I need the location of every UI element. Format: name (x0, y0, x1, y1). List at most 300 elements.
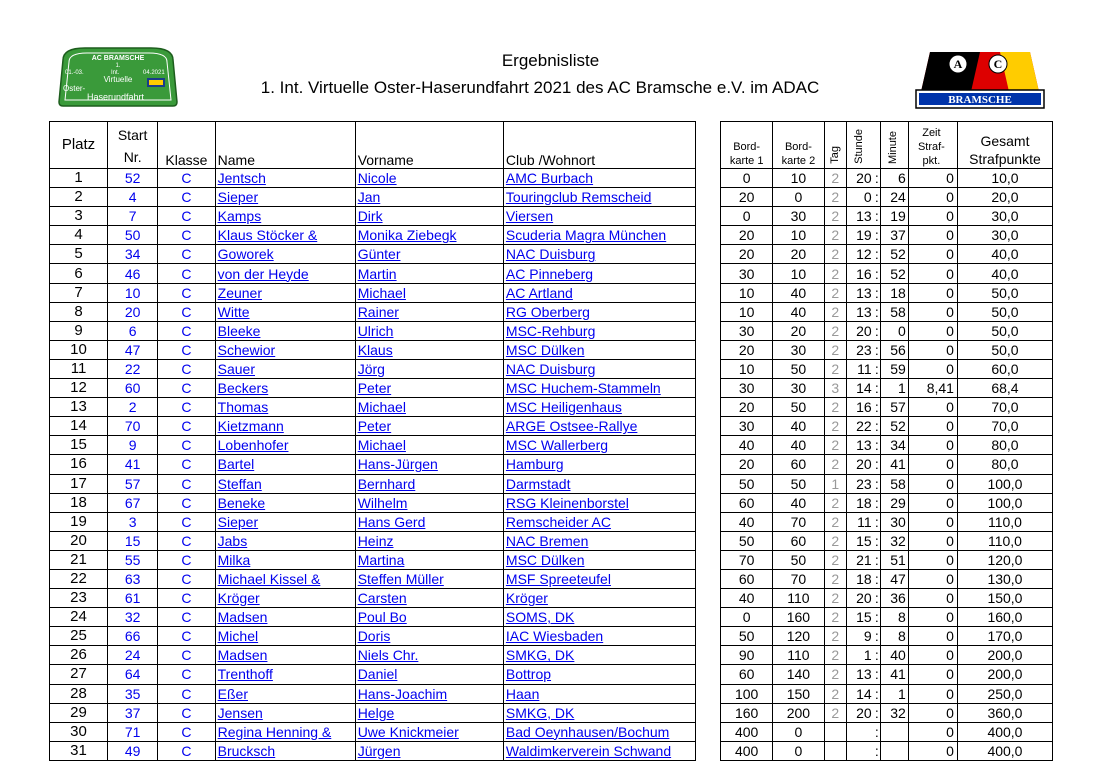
result-row (50, 302, 696, 321)
zeit-strafpkt-cell: 0 (908, 436, 957, 455)
minute-cell: 36 (881, 589, 909, 608)
stunde-cell: 12 (846, 245, 873, 264)
start-nr-cell: 20 (108, 302, 158, 321)
vorname-cell: Bernhard (355, 474, 503, 493)
platz-cell: 24 (50, 608, 108, 627)
start-nr-cell: 66 (108, 627, 158, 646)
klasse-cell: C (158, 569, 215, 588)
bordkarte-1-cell: 40 (721, 436, 773, 455)
bordkarte-2-cell: 160 (773, 608, 824, 627)
time-separator: : (874, 494, 879, 511)
minute-cell: 18 (881, 283, 909, 302)
bordkarte-1-cell: 400 (721, 741, 773, 760)
page-subtitle: 1. Int. Virtuelle Oster-Haserundfahrt 2021 des AC Bramsche e.V. im ADAC (260, 78, 820, 97)
zeit-strafpkt-cell: 0 (908, 302, 957, 321)
bordkarte-1-cell: 30 (721, 379, 773, 398)
start-nr-cell: 57 (108, 474, 158, 493)
zeit-strafpkt-cell: 0 (908, 169, 957, 188)
vorname-cell: Dirk (355, 207, 503, 226)
penalty-row (721, 188, 1053, 207)
ac-bramsche-club-logo (910, 46, 1050, 112)
penalty-row (721, 226, 1053, 245)
tag-cell: 2 (824, 608, 846, 627)
bordkarte-2-cell: 0 (773, 188, 824, 207)
platz-cell: 23 (50, 589, 108, 608)
bordkarte-2-cell: 20 (773, 245, 824, 264)
klasse-cell: C (158, 359, 215, 378)
result-row (50, 436, 696, 455)
bordkarte-2-cell: 20 (773, 321, 824, 340)
time-separator: : (874, 208, 879, 225)
result-row (50, 455, 696, 474)
stunde-cell: 1 (846, 646, 873, 665)
tag-cell: 1 (824, 474, 846, 493)
gesamt-strafpunkte-cell: 70,0 (957, 417, 1052, 436)
minute-cell: 41 (881, 665, 909, 684)
minute-cell: 51 (881, 550, 909, 569)
penalty-row (721, 245, 1053, 264)
bordkarte-2-cell: 30 (773, 340, 824, 359)
penalty-row (721, 703, 1053, 722)
header-tag: Tag (824, 122, 846, 169)
start-nr-cell: 46 (108, 264, 158, 283)
bordkarte-2-cell: 50 (773, 550, 824, 569)
club-cell: Bad Oeynhausen/Bochum (503, 722, 695, 741)
club-cell: NAC Duisburg (503, 245, 695, 264)
penalty-row (721, 665, 1053, 684)
results-header-row (50, 122, 696, 169)
name-cell: Beckers (215, 379, 355, 398)
header-name: Name (215, 122, 355, 169)
result-row (50, 512, 696, 531)
vorname-cell: Jürgen (355, 741, 503, 760)
gesamt-strafpunkte-cell: 120,0 (957, 550, 1052, 569)
bordkarte-2-cell: 0 (773, 741, 824, 760)
zeit-strafpkt-cell: 0 (908, 512, 957, 531)
zeit-strafpkt-cell: 0 (908, 550, 957, 569)
bordkarte-2-cell: 60 (773, 455, 824, 474)
time-separator: : (874, 341, 879, 358)
zeit-strafpkt-cell: 0 (908, 569, 957, 588)
vorname-cell: Günter (355, 245, 503, 264)
zeit-strafpkt-cell: 0 (908, 531, 957, 550)
penalty-row (721, 646, 1053, 665)
name-cell: Schewior (215, 340, 355, 359)
klasse-cell: C (158, 474, 215, 493)
tag-cell: 3 (824, 379, 846, 398)
bordkarte-2-cell: 0 (773, 722, 824, 741)
header-stunde: Stunde (846, 122, 873, 169)
start-nr-cell: 52 (108, 169, 158, 188)
club-cell: Hamburg (503, 455, 695, 474)
zeit-strafpkt-cell: 0 (908, 359, 957, 378)
start-nr-cell: 35 (108, 684, 158, 703)
platz-cell: 12 (50, 379, 108, 398)
bordkarte-2-cell: 200 (773, 703, 824, 722)
tag-cell: 2 (824, 264, 846, 283)
penalty-row (721, 550, 1053, 569)
vorname-cell: Daniel (355, 665, 503, 684)
result-row (50, 169, 696, 188)
klasse-cell: C (158, 608, 215, 627)
club-cell: NAC Duisburg (503, 359, 695, 378)
vorname-cell: Klaus (355, 340, 503, 359)
platz-cell: 18 (50, 493, 108, 512)
stunde-cell: 20 (846, 321, 873, 340)
name-cell: Madsen (215, 608, 355, 627)
result-row (50, 283, 696, 302)
time-separator: : (874, 399, 879, 416)
tag-cell: 2 (824, 245, 846, 264)
name-cell: Jabs (215, 531, 355, 550)
club-cell: RSG Kleinenborstel (503, 493, 695, 512)
penalty-row (721, 627, 1053, 646)
start-nr-cell: 9 (108, 436, 158, 455)
minute-cell: 34 (881, 436, 909, 455)
svg-text:1.: 1. (115, 63, 121, 69)
penalty-row (721, 340, 1053, 359)
bordkarte-1-cell: 60 (721, 493, 773, 512)
penalty-row (721, 169, 1053, 188)
penalty-row (721, 398, 1053, 417)
klasse-cell: C (158, 264, 215, 283)
name-cell: Steffan (215, 474, 355, 493)
penalty-row (721, 493, 1053, 512)
club-cell: AC Artland (503, 283, 695, 302)
klasse-cell: C (158, 703, 215, 722)
tag-cell: 2 (824, 512, 846, 531)
minute-cell: 8 (881, 627, 909, 646)
klasse-cell: C (158, 379, 215, 398)
start-nr-cell: 64 (108, 665, 158, 684)
vorname-cell: Carsten (355, 589, 503, 608)
club-cell: AC Pinneberg (503, 264, 695, 283)
tag-cell: 2 (824, 417, 846, 436)
vorname-cell: Heinz (355, 531, 503, 550)
bordkarte-1-cell: 100 (721, 684, 773, 703)
stunde-cell: 13 (846, 283, 873, 302)
klasse-cell: C (158, 665, 215, 684)
minute-cell: 40 (881, 646, 909, 665)
tag-cell: 2 (824, 207, 846, 226)
penalty-row (721, 531, 1053, 550)
time-separator: : (874, 227, 879, 244)
time-separator: : (874, 704, 879, 721)
header-sep (874, 122, 881, 169)
club-cell: MSC Huchem-Stammeln (503, 379, 695, 398)
time-separator: : (874, 360, 879, 377)
club-cell: Darmstadt (503, 474, 695, 493)
gesamt-strafpunkte-cell: 20,0 (957, 188, 1052, 207)
start-nr-cell: 22 (108, 359, 158, 378)
gesamt-strafpunkte-cell: 400,0 (957, 741, 1052, 760)
start-nr-cell: 50 (108, 226, 158, 245)
header-vorname: Vorname (355, 122, 503, 169)
svg-text:Haserundfahrt: Haserundfahrt (87, 92, 145, 102)
minute-cell: 47 (881, 569, 909, 588)
svg-text:AC BRAMSCHE: AC BRAMSCHE (91, 55, 145, 62)
vorname-cell: Hans-Joachim (355, 684, 503, 703)
zeit-strafpkt-cell: 0 (908, 417, 957, 436)
bordkarte-2-cell: 40 (773, 493, 824, 512)
start-nr-cell: 63 (108, 569, 158, 588)
platz-cell: 26 (50, 646, 108, 665)
start-nr-cell: 70 (108, 417, 158, 436)
vorname-cell: Michael (355, 283, 503, 302)
vorname-cell: Wilhelm (355, 493, 503, 512)
stunde-cell: 20 (846, 589, 873, 608)
tag-cell: 2 (824, 646, 846, 665)
minute-cell: 8 (881, 608, 909, 627)
svg-text:Virtuelle: Virtuelle (103, 75, 133, 84)
stunde-cell: 18 (846, 493, 873, 512)
gesamt-strafpunkte-cell: 170,0 (957, 627, 1052, 646)
minute-cell: 52 (881, 264, 909, 283)
stunde-cell: 20 (846, 455, 873, 474)
tag-cell: 2 (824, 703, 846, 722)
result-row (50, 569, 696, 588)
gesamt-strafpunkte-cell: 80,0 (957, 455, 1052, 474)
bordkarte-1-cell: 20 (721, 226, 773, 245)
bordkarte-1-cell: 60 (721, 665, 773, 684)
stunde-cell: 18 (846, 569, 873, 588)
penalty-row (721, 589, 1053, 608)
result-row (50, 665, 696, 684)
time-separator: : (874, 551, 879, 568)
club-cell: Bottrop (503, 665, 695, 684)
zeit-strafpkt-cell: 0 (908, 589, 957, 608)
minute-cell: 58 (881, 302, 909, 321)
header-minute: Minute (881, 122, 909, 169)
vorname-cell: Ulrich (355, 321, 503, 340)
stunde-cell: 13 (846, 302, 873, 321)
minute-cell: 32 (881, 531, 909, 550)
tag-cell: 2 (824, 455, 846, 474)
bordkarte-2-cell: 70 (773, 512, 824, 531)
minute-cell: 0 (881, 321, 909, 340)
start-nr-cell: 55 (108, 550, 158, 569)
start-nr-cell: 67 (108, 493, 158, 512)
minute-cell: 29 (881, 493, 909, 512)
bordkarte-1-cell: 10 (721, 302, 773, 321)
minute-cell: 52 (881, 245, 909, 264)
name-cell: Zeuner (215, 283, 355, 302)
club-cell: MSC Dülken (503, 340, 695, 359)
stunde-cell (846, 722, 873, 741)
start-nr-cell: 61 (108, 589, 158, 608)
club-cell: MSC Wallerberg (503, 436, 695, 455)
result-row (50, 398, 696, 417)
time-separator: : (874, 513, 879, 530)
gesamt-strafpunkte-cell: 68,4 (957, 379, 1052, 398)
ac-bramsche-rally-plate-logo (55, 44, 181, 108)
result-row (50, 359, 696, 378)
header-club: Club /Wohnort (503, 122, 695, 169)
stunde-cell: 21 (846, 550, 873, 569)
vorname-cell: Doris (355, 627, 503, 646)
start-nr-cell: 10 (108, 283, 158, 302)
minute-cell: 37 (881, 226, 909, 245)
penalty-table (720, 121, 1053, 761)
name-cell: Brucksch (215, 741, 355, 760)
klasse-cell: C (158, 340, 215, 359)
start-nr-cell: 49 (108, 741, 158, 760)
time-separator: : (874, 418, 879, 435)
stunde-cell: 9 (846, 627, 873, 646)
result-row (50, 188, 696, 207)
gesamt-strafpunkte-cell: 50,0 (957, 321, 1052, 340)
klasse-cell: C (158, 627, 215, 646)
bordkarte-1-cell: 60 (721, 569, 773, 588)
tag-cell: 2 (824, 684, 846, 703)
club-cell: Touringclub Remscheid (503, 188, 695, 207)
time-separator: : (874, 666, 879, 683)
vorname-cell: Jörg (355, 359, 503, 378)
time-separator: : (874, 170, 879, 187)
penalty-header-row (721, 122, 1053, 169)
club-cell: ARGE Ostsee-Rallye (503, 417, 695, 436)
svg-text:Int.: Int. (111, 70, 120, 76)
klasse-cell: C (158, 741, 215, 760)
minute-cell: 56 (881, 340, 909, 359)
zeit-strafpkt-cell: 0 (908, 264, 957, 283)
name-cell: Lobenhofer (215, 436, 355, 455)
bordkarte-2-cell: 50 (773, 398, 824, 417)
vorname-cell: Michael (355, 436, 503, 455)
svg-text:04.2021: 04.2021 (143, 70, 165, 76)
bordkarte-1-cell: 40 (721, 512, 773, 531)
vorname-cell: Hans-Jürgen (355, 455, 503, 474)
klasse-cell: C (158, 550, 215, 569)
klasse-cell: C (158, 321, 215, 340)
zeit-strafpkt-cell: 0 (908, 608, 957, 627)
platz-cell: 27 (50, 665, 108, 684)
results-table (49, 121, 696, 761)
gesamt-strafpunkte-cell: 200,0 (957, 665, 1052, 684)
zeit-strafpkt-cell: 0 (908, 703, 957, 722)
minute-cell: 1 (881, 379, 909, 398)
tag-cell: 2 (824, 398, 846, 417)
bordkarte-2-cell: 50 (773, 359, 824, 378)
platz-cell: 14 (50, 417, 108, 436)
klasse-cell: C (158, 646, 215, 665)
penalty-row (721, 722, 1053, 741)
page-title: Ergebnisliste (501, 51, 600, 70)
bordkarte-1-cell: 50 (721, 531, 773, 550)
stunde-cell: 14 (846, 379, 873, 398)
tag-cell: 2 (824, 665, 846, 684)
tag-cell: 2 (824, 569, 846, 588)
tag-cell: 2 (824, 321, 846, 340)
gesamt-strafpunkte-cell: 360,0 (957, 703, 1052, 722)
result-row (50, 379, 696, 398)
penalty-row (721, 608, 1053, 627)
stunde-cell (846, 741, 873, 760)
bordkarte-1-cell: 20 (721, 245, 773, 264)
bordkarte-1-cell: 10 (721, 359, 773, 378)
bordkarte-2-cell: 110 (773, 589, 824, 608)
name-cell: Bartel (215, 455, 355, 474)
minute-cell: 57 (881, 398, 909, 417)
club-cell: Scuderia Magra München (503, 226, 695, 245)
platz-cell: 10 (50, 340, 108, 359)
name-cell: Trenthoff (215, 665, 355, 684)
start-nr-cell: 32 (108, 608, 158, 627)
zeit-strafpkt-cell: 0 (908, 398, 957, 417)
zeit-strafpkt-cell: 0 (908, 665, 957, 684)
stunde-cell: 11 (846, 359, 873, 378)
penalty-row (721, 379, 1053, 398)
header-zeit-strafpkt: Zeit Straf- pkt. (908, 122, 957, 169)
name-cell: Milka (215, 550, 355, 569)
gesamt-strafpunkte-cell: 50,0 (957, 302, 1052, 321)
vorname-cell: Michael (355, 398, 503, 417)
bordkarte-1-cell: 20 (721, 398, 773, 417)
tag-cell: 2 (824, 302, 846, 321)
klasse-cell: C (158, 302, 215, 321)
zeit-strafpkt-cell: 0 (908, 207, 957, 226)
time-separator: : (874, 723, 879, 740)
club-cell: MSF Spreeteufel (503, 569, 695, 588)
bordkarte-1-cell: 30 (721, 321, 773, 340)
zeit-strafpkt-cell: 0 (908, 188, 957, 207)
header-bordkarte-1: Bord- karte 1 (729, 141, 764, 167)
bordkarte-1-cell: 50 (721, 474, 773, 493)
stunde-cell: 23 (846, 474, 873, 493)
gesamt-strafpunkte-cell: 40,0 (957, 245, 1052, 264)
stunde-cell: 20 (846, 703, 873, 722)
bordkarte-1-cell: 30 (721, 264, 773, 283)
tag-cell: 2 (824, 550, 846, 569)
name-cell: Bleeke (215, 321, 355, 340)
svg-text:A: A (953, 57, 963, 71)
result-row (50, 245, 696, 264)
penalty-row (721, 741, 1053, 760)
result-row (50, 417, 696, 436)
zeit-strafpkt-cell: 0 (908, 474, 957, 493)
result-row (50, 264, 696, 283)
gesamt-strafpunkte-cell: 200,0 (957, 646, 1052, 665)
minute-cell: 59 (881, 359, 909, 378)
penalty-row (721, 512, 1053, 531)
name-cell: Michel (215, 627, 355, 646)
time-separator: : (874, 532, 879, 549)
zeit-strafpkt-cell: 0 (908, 245, 957, 264)
bordkarte-2-cell: 10 (773, 169, 824, 188)
bordkarte-1-cell: 160 (721, 703, 773, 722)
result-row (50, 741, 696, 760)
club-cell: SMKG, DK (503, 646, 695, 665)
time-separator: : (874, 380, 879, 397)
zeit-strafpkt-cell: 0 (908, 646, 957, 665)
bordkarte-2-cell: 40 (773, 283, 824, 302)
platz-cell: 4 (50, 226, 108, 245)
name-cell: Klaus Stöcker & (215, 226, 355, 245)
minute-cell (881, 722, 909, 741)
platz-cell: 11 (50, 359, 108, 378)
platz-cell: 28 (50, 684, 108, 703)
zeit-strafpkt-cell: 0 (908, 283, 957, 302)
time-separator: : (874, 742, 879, 759)
gesamt-strafpunkte-cell: 110,0 (957, 531, 1052, 550)
name-cell: von der Heyde (215, 264, 355, 283)
club-cell: MSC-Rehburg (503, 321, 695, 340)
bordkarte-1-cell: 70 (721, 550, 773, 569)
gesamt-strafpunkte-cell: 160,0 (957, 608, 1052, 627)
header-gesamt-strafpunkte: Gesamt Strafpunkte (957, 122, 1052, 169)
svg-text:Oster-: Oster- (63, 84, 86, 93)
bordkarte-1-cell: 0 (721, 169, 773, 188)
